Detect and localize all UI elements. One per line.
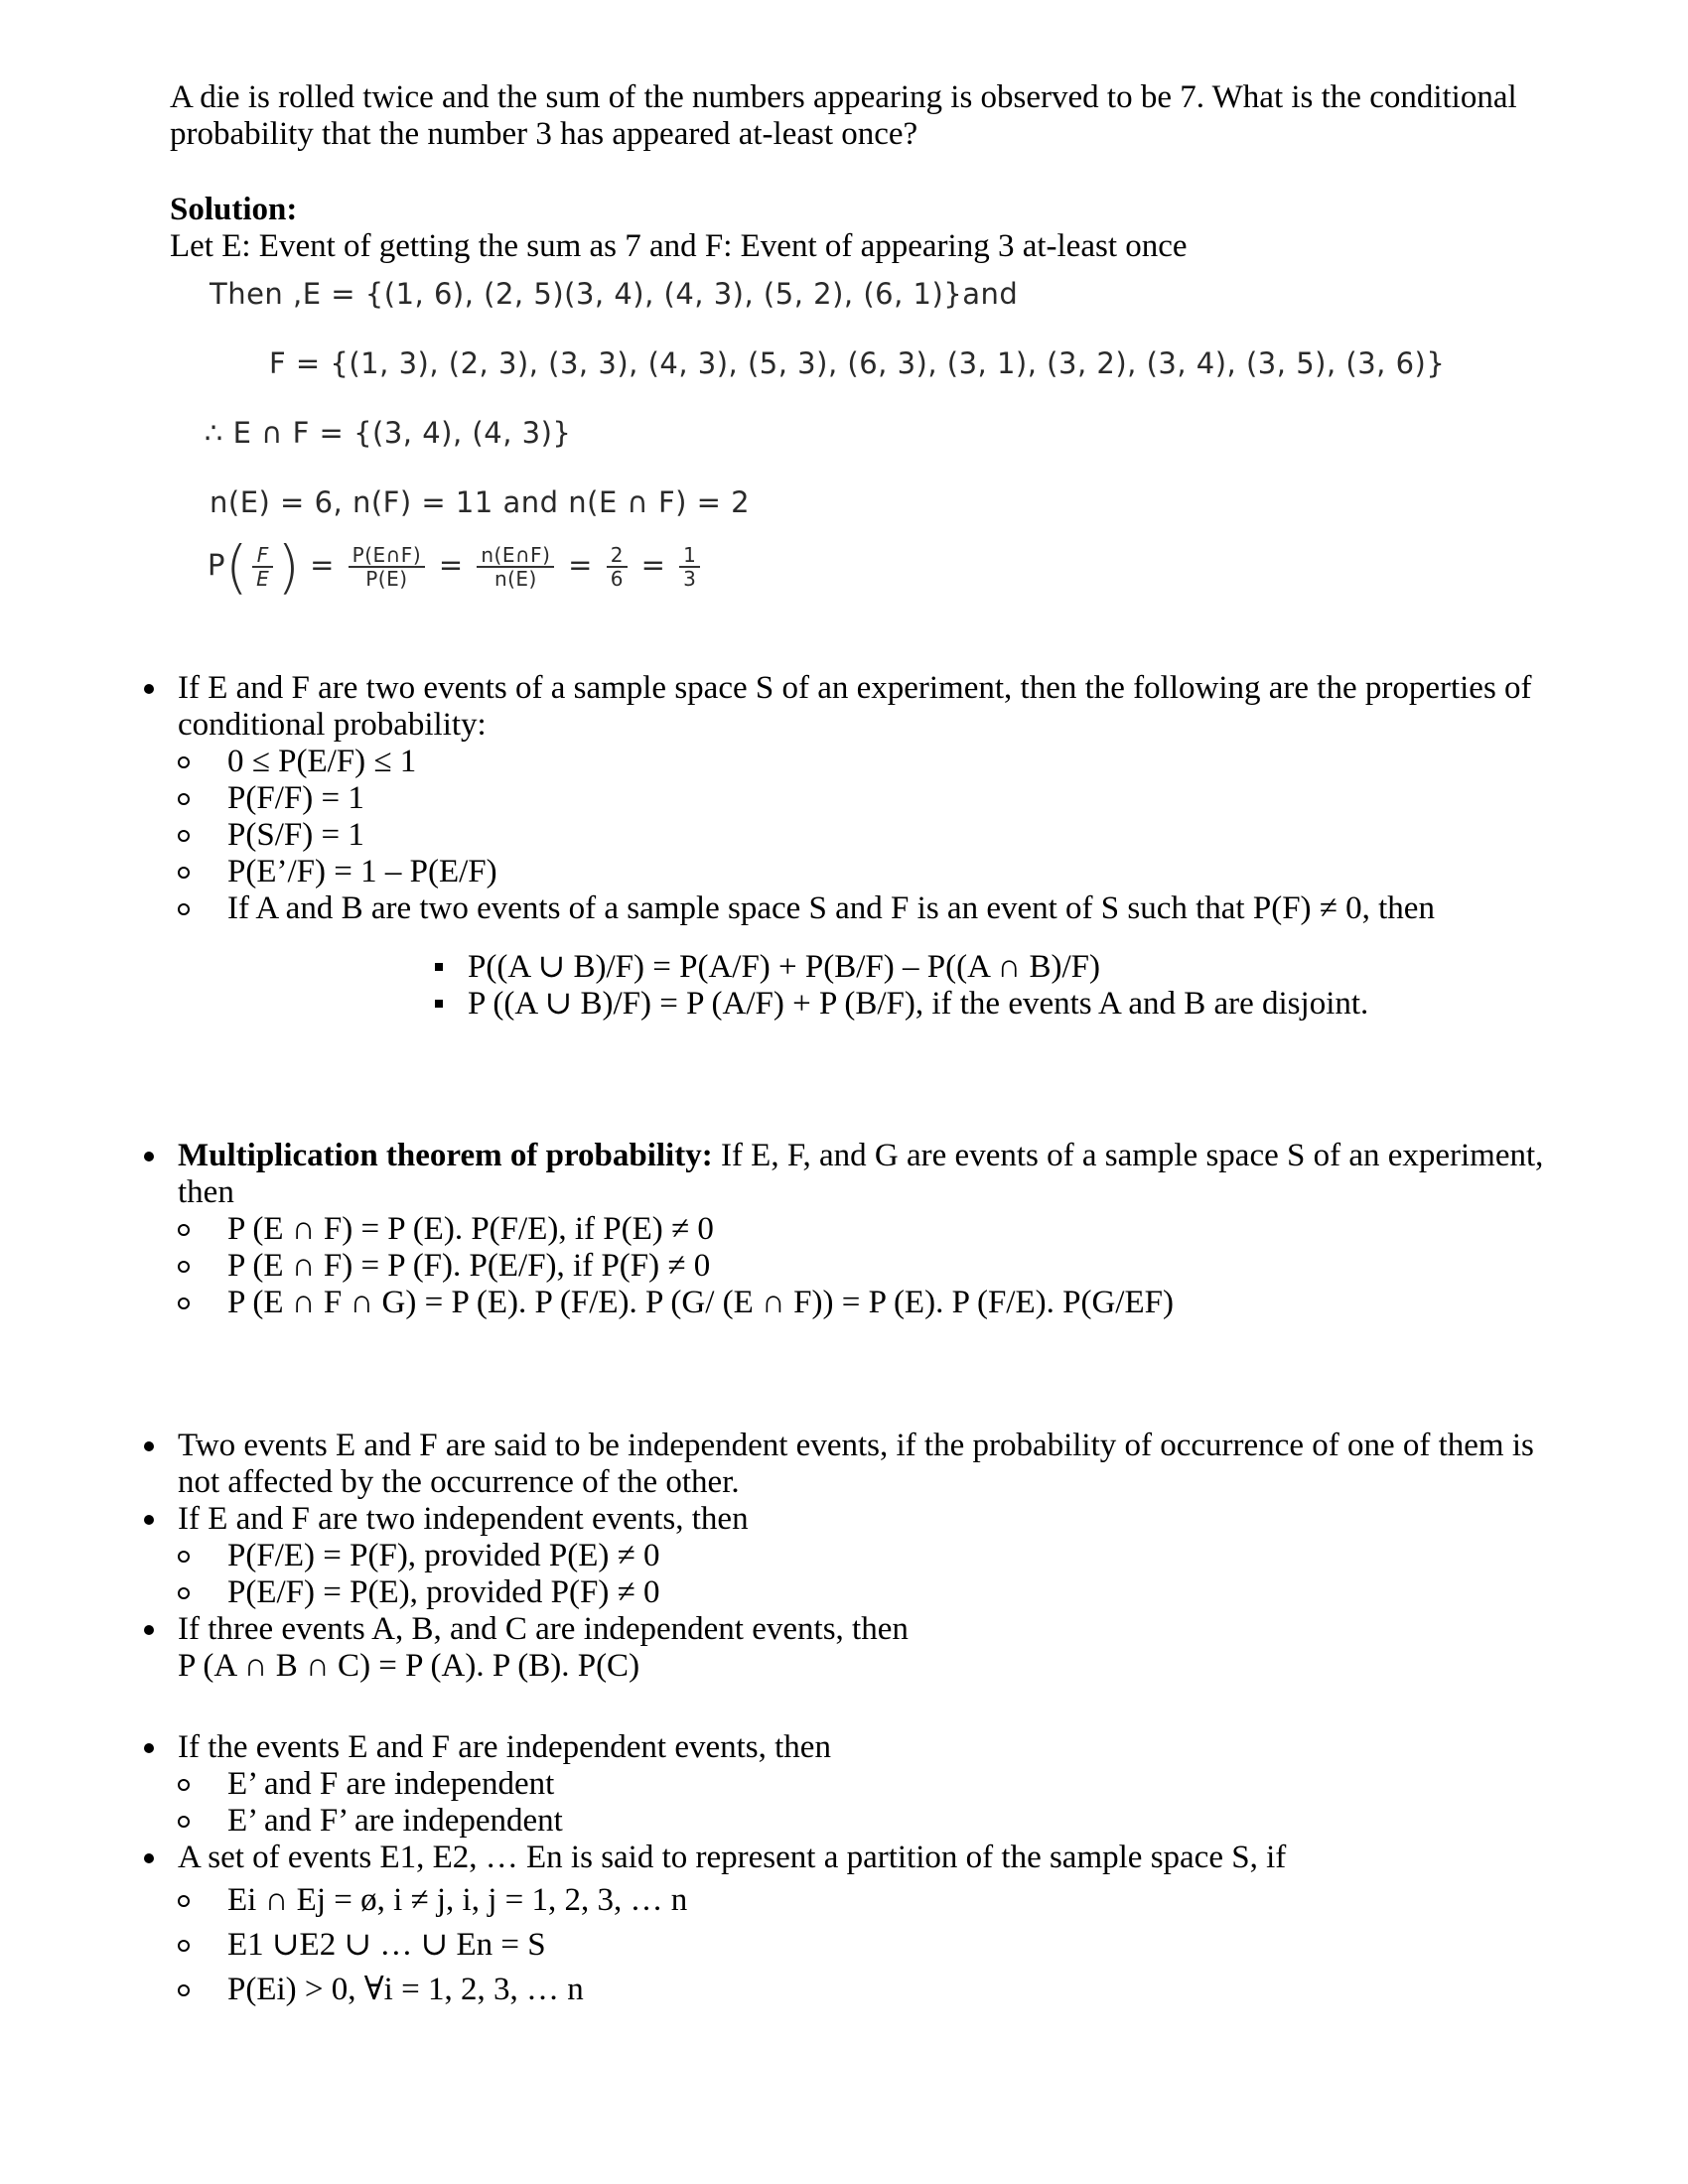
independence-list [139,1428,1569,1685]
probability-formula [208,533,704,601]
list-item: P(F/F) = 1 [178,780,1569,817]
list-item: If the events E and F are independent events, then E’ and F are independent E’ and F’ are independent [139,1729,1569,1840]
counts-line: n(E) = 6, n(F) = 11 and n(E ∩ F) = 2 [210,485,751,519]
let-line: Let E: Event of getting the sum as 7 and F: Event of appearing 3 at-least once [170,228,1188,264]
fraction-two-sixths: $\frac{2}{6}$ [607,544,628,590]
multiplication-list [139,1138,1569,1321]
fraction-f-over-e: $\frac{F}{E}$ [252,544,273,590]
list-item: 0 ≤ P(E/F) ≤ 1 [178,744,1569,780]
prob-symbol: P [208,548,225,582]
list-item [139,1138,1569,1321]
list-item: P (E ∩ F ∩ G) = P (E). P (F/E). P (G/ (E ∩ F)) = P (E). P (F/E). P(G/EF) [178,1285,1569,1321]
partition-sublist [178,1882,1569,2008]
list-item: Two events E and F are said to be independent events, if the probability of occurrence of one of them is not affected by the occurrence of the other. [139,1428,1569,1501]
equals-sign: = [568,548,593,582]
list-item: A set of events E1, E2, … En is said to represent a partition of the sample space S, if Ei ∩ Ej = ø, i ≠ j, i, j = 1, 2, 3, … n E1 ∪E2 ∪ … ∪ En = S P(Ei) > 0, ∀i = 1, 2, 3, … n [139,1840,1569,2008]
multiplication-title: Multiplication theorem of probability: [178,1138,713,1173]
list-item: If A and B are two events of a sample space S and F is an event of S such that P(F) ≠ 0, then P((A ∪ B)/F) = P(A/F) + P(B/F) – P((A ∩ B)/F) P ((A ∪ B)/F) = P (A/F) + P (B/F), if the events A and B are disjoint. [178,890,1569,1023]
list-item: If three events A, B, and C are independent events, then P (A ∩ B ∩ C) = P (A). P (B). P(C) [139,1611,1569,1685]
equals-sign: = [310,548,335,582]
list-item: P(S/F) = 1 [178,817,1569,854]
complements-partition-list [139,1729,1569,2008]
union-rules-list [227,949,1569,1023]
set-f-line: F = {(1, 3), (2, 3), (3, 3), (4, 3), (5, 3), (6, 3), (3, 1), (3, 2), (3, 4), (3, 5), (3, 6)} [269,346,1446,380]
list-item: P (E ∩ F) = P (E). P(F/E), if P(E) ≠ 0 [178,1211,1569,1248]
fraction-one-third: $\frac{1}{3}$ [679,544,700,590]
three-events-formula: P (A ∩ B ∩ C) = P (A). P (B). P(C) [178,1648,640,1684]
list-item: P (E ∩ F) = P (F). P(E/F), if P(F) ≠ 0 [178,1248,1569,1285]
left-paren: ( [225,533,249,601]
properties-list [139,670,1569,1023]
list-item: P(E’/F) = 1 – P(E/F) [178,854,1569,890]
list-item: P ((A ∪ B)/F) = P (A/F) + P (B/F), if the events A and B are disjoint. [227,986,1569,1023]
multiplication-sublist [178,1211,1569,1321]
solution-heading: Solution: [170,192,298,227]
list-item: If E and F are two independent events, then P(F/E) = P(F), provided P(E) ≠ 0 P(E/F) = P(E), provided P(F) ≠ 0 [139,1501,1569,1611]
list-item: E1 ∪E2 ∪ … ∪ En = S [178,1927,1569,1964]
list-item: E’ and F’ are independent [178,1803,1569,1840]
list-item: P(E/F) = P(E), provided P(F) ≠ 0 [178,1574,1569,1611]
multiplication-intro: If E, F, and G are events of a sample space S of an experiment, then [178,1138,1544,1210]
list-item [139,670,1569,1023]
fraction-count-ratio: $\frac{n(E\cap F)}{n(E)}$ [477,544,554,590]
equals-sign: = [438,548,464,582]
list-item: P((A ∪ B)/F) = P(A/F) + P(B/F) – P((A ∩ B)/F) [227,949,1569,986]
list-item: Ei ∩ Ej = ø, i ≠ j, i, j = 1, 2, 3, … n [178,1882,1569,1919]
properties-intro: If E and F are two events of a sample space S of an experiment, then the following are the properties of conditional probability: [178,670,1532,743]
right-paren: ) [277,533,301,601]
question-text: A die is rolled twice and the sum of the numbers appearing is observed to be 7. What is the conditional probability that the number 3 has appeared at-least once? [170,79,1517,152]
properties-sublist [178,744,1569,1023]
intersection-line: ∴ E ∩ F = {(3, 4), (4, 3)} [205,416,572,450]
fraction-prob-ratio: $\frac{P(E\cap F)}{P(E)}$ [349,544,425,590]
set-e-line: Then ,E = {(1, 6), (2, 5)(3, 4), (4, 3), (5, 2), (6, 1)}and [210,277,1019,311]
complements-sublist [178,1766,1569,1840]
independence-sublist [178,1538,1569,1611]
list-item: E’ and F are independent [178,1766,1569,1803]
list-item: P(F/E) = P(F), provided P(E) ≠ 0 [178,1538,1569,1574]
equals-sign: = [640,548,666,582]
list-item: P(Ei) > 0, ∀i = 1, 2, 3, … n [178,1972,1569,2008]
